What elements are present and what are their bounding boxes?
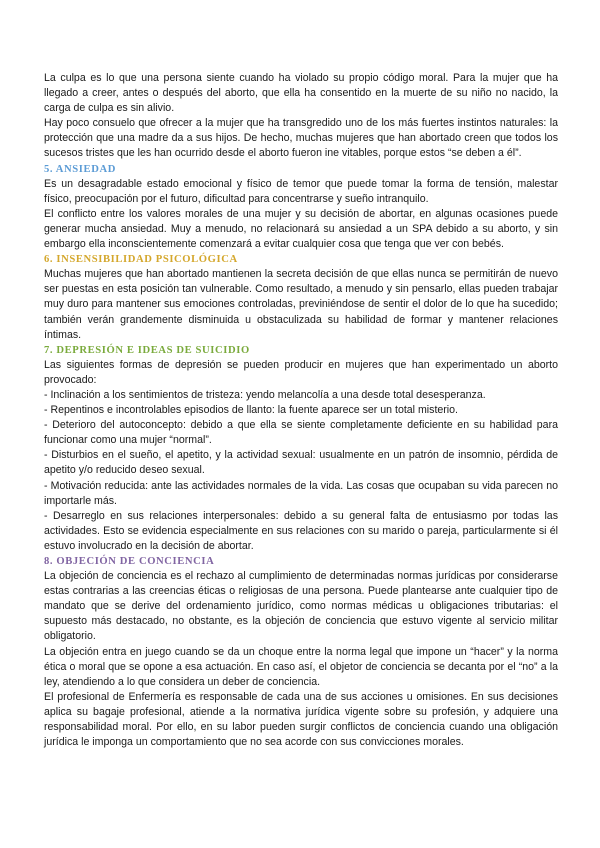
paragraph-insensibilidad-1: Muchas mujeres que han abortado mantienen la secreta decisión de que ellas nunca se permitirán de nuevo ser puestas en esta posición tan vulnerable. Como resultado, a menudo y sin pensarlo, ellas pueden trabajar muy duro para mantener sus emociones controladas, previniéndose de sentir el dolor de lo que ha sucedido; también verán grandemente disminuida u obstaculizada su habilidad de formar y mantener relaciones íntimas. xyxy=(44,268,558,341)
paragraph-ansiedad-2: El conflicto entre los valores morales de una mujer y su decisión de abortar, en algunas ocasiones puede generar mucha ansiedad. Muy a menudo, no relacionará su ansiedad a un SPA debido a su aborto, y sin embargo ella inconscientemente comenzará a evitar cualquier cosa que tenga que ver con bebés. xyxy=(44,207,558,251)
paragraph-depresion-intro: Las siguientes formas de depresión se pueden producir en mujeres que han experimentado un aborto provocado: xyxy=(44,358,558,386)
paragraph-objecion-1: La objeción de conciencia es el rechazo al cumplimiento de determinadas normas jurídicas por considerarse estas contrarias a las creencias éticas o religiosas de una persona. Puede plantearse ante cualquier tipo de mandato que se derive del ordenamiento jurídico, como normas médicas u obligaciones tributarias: el supuesto más destacado, no obstante, es la objeción de conciencia que estuvo vigente al servicio militar obligatorio. xyxy=(44,570,558,643)
paragraph-objecion-2: La objeción entra en juego cuando se da un choque entre la norma legal que impone un “hacer” y la norma ética o moral que se opone a esa actuación. En caso así, el objetor de conciencia se decanta por el “no” a la ley, atendiendo a lo que considera un deber de conciencia. xyxy=(44,645,558,688)
paragraph-culpa-2: Hay poco consuelo que ofrecer a la mujer que ha transgredido uno de los más fuertes instintos naturales: la protección que una madre da a sus hijos. De hecho, muchas mujeres que han abortado creen que todos los sucesos tristes que les han ocurrido desde el aborto fueron ine vitables, porque estos “se deben a él”. xyxy=(44,117,558,160)
heading-ansiedad: 5. ANSIEDAD xyxy=(44,163,116,175)
list-item: - Motivación reducida: ante las actividades normales de la vida. Las cosas que ocupaban su vida parecen no importarle más. xyxy=(44,479,558,507)
document-page xyxy=(44,71,558,750)
heading-insensibilidad: 6. INSENSIBILIDAD PSICOLÓGICA xyxy=(44,254,238,266)
list-item: - Repentinos e incontrolables episodios de llanto: la fuente aparece ser un total misterio. xyxy=(44,404,458,417)
heading-objecion: 8. OBJECIÓN DE CONCIENCIA xyxy=(44,556,215,567)
list-item: - Disturbios en el sueño, el apetito, y la actividad sexual: usualmente en un patrón de insomnio, pérdida de apetito y/o reducido deseo sexual. xyxy=(44,449,558,477)
heading-depresion: 7. DEPRESIÓN E IDEAS DE SUICIDIO xyxy=(44,344,250,356)
list-item: - Inclinación a los sentimientos de tristeza: yendo melancolía a una desde total desesperanza. xyxy=(44,388,486,401)
paragraph-objecion-3: El profesional de Enfermería es responsable de cada una de sus acciones u omisiones. En sus decisiones aplica su bagaje profesional, atiende a la normativa jurídica vigente sobre su profesión, y adquiere una responsabilidad moral. Por ello, en su labor pueden surgir conflictos de conciencia cuando una obligación jurídica le imponga un comportamiento que no sea acorde con sus convicciones morales. xyxy=(44,690,558,749)
list-item: - Deterioro del autoconcepto: debido a que ella se siente completamente deficiente en su habilidad para funcionar como una mujer “normal”. xyxy=(44,419,558,447)
paragraph-culpa-1: La culpa es lo que una persona siente cuando ha violado su propio código moral. Para la mujer que ha llegado a creer, antes o después del aborto, que ella ha consentido en la muerte de su niño no nacido, la carga de culpa es sin alivio. xyxy=(44,72,558,115)
list-item: - Desarreglo en sus relaciones interpersonales: debido a su general falta de entusiasmo por todas las actividades. Esto se evidencia especialmente en sus relaciones con su marido o pareja, particularmente si él estuvo involucrado en la decisión de abortar. xyxy=(44,509,558,552)
paragraph-ansiedad-1: Es un desagradable estado emocional y físico de temor que puede tomar la forma de tensión, malestar físico, preocupación por el futuro, dificultad para concentrarse y sueño intranquilo. xyxy=(44,177,558,205)
depresion-list xyxy=(44,388,558,554)
